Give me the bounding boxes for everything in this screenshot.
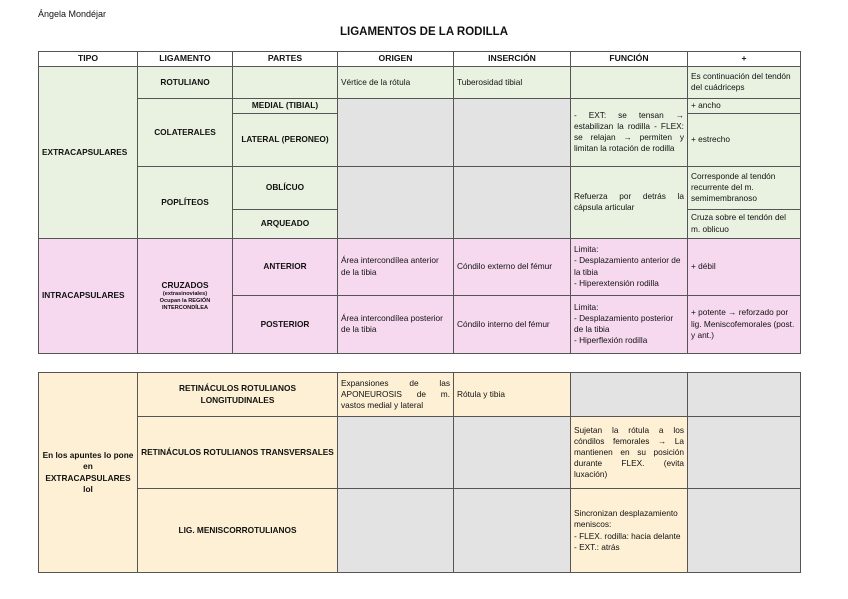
funcion-menisco-line-2: - FLEX. rodilla: hacia delante <box>574 530 681 541</box>
plus-rotuliano: Es continuación del tendón del cuádriceps <box>688 66 801 98</box>
insercion-popliteos <box>454 166 571 238</box>
ligamento-menisco: LIG. MENISCORROTULIANOS <box>138 489 338 573</box>
ligamento-ret-trans: RETINÁCULOS ROTULIANOS TRANSVERSALES <box>138 417 338 489</box>
header-funcion: FUNCIÓN <box>571 52 688 67</box>
table-row <box>39 166 801 209</box>
funcion-popliteos: Refuerza por detrás la cápsula articular <box>571 166 688 238</box>
funcion-menisco <box>571 489 688 573</box>
funcion-posterior-line-3: - Hiperflexión rodilla <box>574 335 648 346</box>
parte-posterior: POSTERIOR <box>233 295 338 353</box>
parte-oblicuo: OBLÍCUO <box>233 166 338 209</box>
funcion-ret-trans: Sujetan la rótula a los cóndilos femorales → La mantienen en su posición durante FLEX. (evita luxación) <box>571 417 688 489</box>
insercion-ret-long: Rótula y tibia <box>454 373 571 417</box>
funcion-anterior-line-3: - Hiperextensión rodilla <box>574 277 659 288</box>
insercion-anterior: Cóndilo externo del fémur <box>454 238 571 295</box>
origen-rotuliano: Vértice de la rótula <box>338 66 454 98</box>
table-row <box>39 417 801 489</box>
tipo-extracapsulares: EXTRACAPSULARES <box>39 66 138 238</box>
header-plus: + <box>688 52 801 67</box>
ligamento-rotuliano: ROTULIANO <box>138 66 233 98</box>
header-partes: PARTES <box>233 52 338 67</box>
insercion-colaterales <box>454 98 571 166</box>
header-insercion: INSERCIÓN <box>454 52 571 67</box>
origen-posterior: Área intercondílea posterior de la tibia <box>338 295 454 353</box>
funcion-posterior-line-1: Limita: <box>574 301 599 312</box>
funcion-menisco-line-1: Sincronizan desplazamiento meniscos: <box>574 508 678 530</box>
plus-ret-trans <box>688 417 801 489</box>
tipo-intracapsulares: INTRACAPSULARES <box>39 238 138 353</box>
retinaculos-table <box>38 372 801 573</box>
cruzados-note-2: Ocupan la REGIÓN INTERCONDÍLEA <box>159 297 211 311</box>
table-row <box>39 373 801 417</box>
parte-anterior: ANTERIOR <box>233 238 338 295</box>
author-name: Ángela Mondéjar <box>38 9 107 19</box>
origen-anterior: Área intercondílea anterior de la tibia <box>338 238 454 295</box>
cruzados-note-1: (extrasinoviales) <box>162 290 208 297</box>
origen-ret-trans <box>338 417 454 489</box>
origen-colaterales <box>338 98 454 166</box>
ligaments-table <box>38 51 801 354</box>
funcion-posterior-line-2: - Desplazamiento posterior de la tibia <box>574 312 674 335</box>
origen-menisco <box>338 489 454 573</box>
partes-rotuliano <box>233 66 338 98</box>
plus-anterior: + débil <box>688 238 801 295</box>
funcion-menisco-line-3: - EXT.: atrás <box>574 541 620 552</box>
table-row <box>39 489 801 573</box>
plus-posterior: + potente → reforzado por lig. Meniscofemorales (post. y ant.) <box>688 295 801 353</box>
plus-oblicuo: Corresponde al tendón recurrente del m. semimembranoso <box>688 166 801 209</box>
ligamento-cruzados <box>138 238 233 353</box>
parte-lateral: LATERAL (PERONEO) <box>233 113 338 166</box>
plus-menisco <box>688 489 801 573</box>
funcion-posterior <box>571 295 688 353</box>
funcion-anterior-line-2: - Desplazamiento anterior de la tibia <box>574 255 681 277</box>
header-row <box>39 52 801 67</box>
header-tipo: TIPO <box>39 52 138 67</box>
header-origen: ORIGEN <box>338 52 454 67</box>
cruzados-label: CRUZADOS <box>161 279 209 290</box>
insercion-rotuliano: Tuberosidad tibial <box>454 66 571 98</box>
ligamento-colaterales: COLATERALES <box>138 98 233 166</box>
insercion-posterior: Cóndilo interno del fémur <box>454 295 571 353</box>
tipo-apuntes: En los apuntes lo pone en EXTRACAPSULARES lol <box>39 373 138 573</box>
plus-arqueado: Cruza sobre el tendón del m. oblicuo <box>688 209 801 238</box>
plus-medial: + ancho <box>688 98 801 113</box>
insercion-ret-trans <box>454 417 571 489</box>
funcion-anterior-line-1: Limita: <box>574 244 599 255</box>
insercion-menisco <box>454 489 571 573</box>
ligamento-popliteos: POPLÍTEOS <box>138 166 233 238</box>
table-row <box>39 98 801 113</box>
origen-popliteos <box>338 166 454 238</box>
funcion-colaterales: - EXT: se tensan → estabilizan la rodilla - FLEX: se relajan → permiten y limitan la rotación de rodilla <box>571 98 688 166</box>
table-row <box>39 66 801 98</box>
parte-medial: MEDIAL (TIBIAL) <box>233 98 338 113</box>
plus-lateral: + estrecho <box>688 113 801 166</box>
header-ligamento: LIGAMENTO <box>138 52 233 67</box>
page-title: LIGAMENTOS DE LA RODILLA <box>339 26 509 38</box>
funcion-rotuliano <box>571 66 688 98</box>
ligamento-ret-long: RETINÁCULOS ROTULIANOS LONGITUDINALES <box>138 373 338 417</box>
table-row <box>39 238 801 295</box>
plus-ret-long <box>688 373 801 417</box>
funcion-ret-long <box>571 373 688 417</box>
origen-ret-long: Expansiones de las APONEUROSIS de m. vastos medial y lateral <box>338 373 454 417</box>
funcion-anterior <box>571 238 688 295</box>
parte-arqueado: ARQUEADO <box>233 209 338 238</box>
